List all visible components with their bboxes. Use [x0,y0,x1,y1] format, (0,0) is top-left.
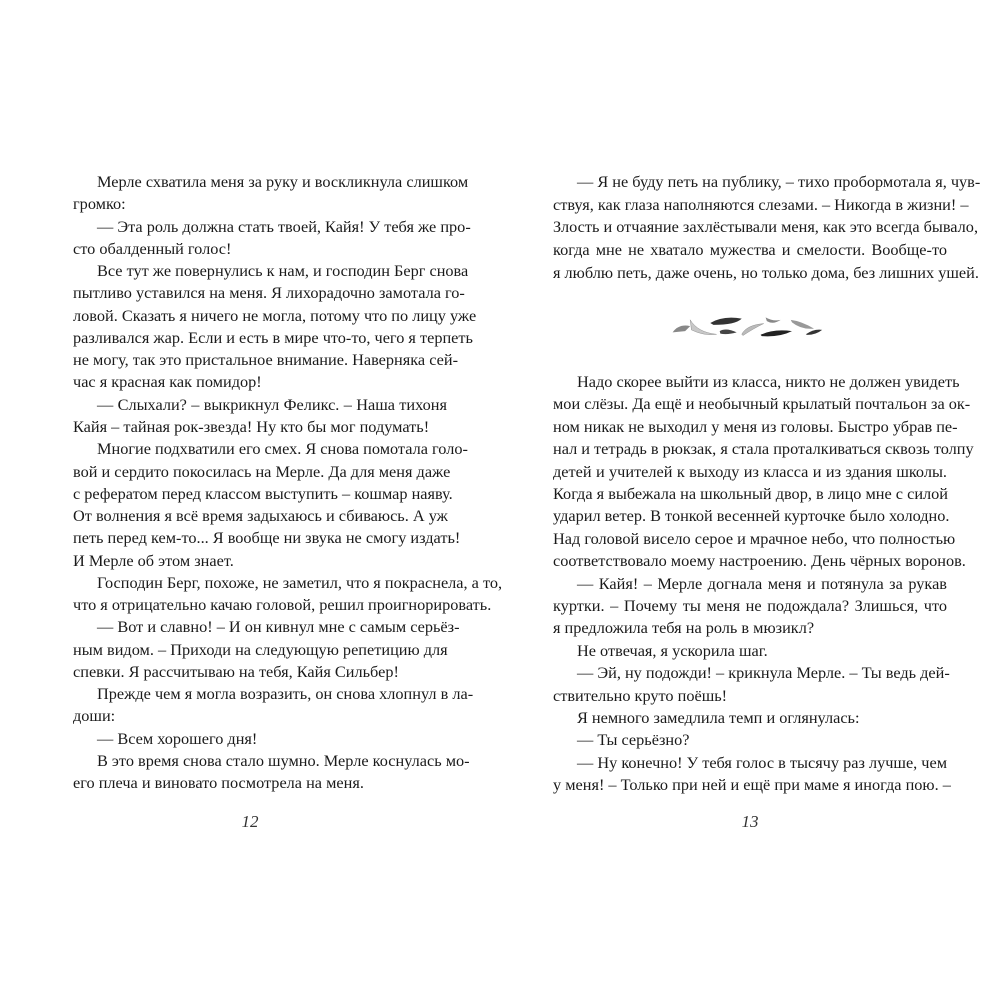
text-line: час я красная как помидор! [73,372,262,392]
text-line: Мерле схватила меня за руку и воскликнула слишком [97,172,469,191]
text-line: Не отвечая, я ускорила шаг. [577,640,768,660]
text-line: Когда я выбежала на школьный двор, в лицо мне с силой [553,484,949,503]
text-line: Господин Берг, похоже, не заметил, что я покраснела, а то, [97,572,503,592]
text-line: когда мне не хватало мужества и смелости. Вообще-то [553,240,947,260]
text-line: От волнения я всё время задыхаюсь и сбиваюсь. А уж [73,506,448,526]
text-line: его плеча и виновато посмотрела на меня. [73,773,364,793]
text-line: разливался жар. Если и есть в мире что-то, чего я терпеть [73,327,473,347]
text-line: я люблю петь, даже очень, но только дома, без лишних ушей. [553,262,979,282]
text-line: — Ну конечно! У тебя голос в тысячу раз лучше, чем [577,752,948,772]
page-number-left: 12 [241,812,259,831]
text-line: сто обалденный голос! [73,238,232,258]
feathers-ornament-icon [628,306,868,350]
text-line: мои слёзы. Да ещё и необычный крылатый почтальон за ок- [553,394,971,414]
text-line: громко: [73,194,126,214]
text-line: — Эта роль должна стать твоей, Кайя! У тебя же про- [97,216,471,236]
text-line: детей и учителей к выходу из класса и из здания школы. [553,461,947,481]
text-line: петь перед кем-то... Я вообще ни звука не смогу издать! [73,528,461,548]
text-line: нал и тетрадь в рюкзак, я стала проталкиваться сквозь толпу [553,439,974,459]
text-line: куртки. – Почему ты меня не подождала? Злишься, что [553,596,947,615]
text-line: — Эй, ну подожди! – крикнула Мерле. – Ты ведь дей- [577,663,950,683]
text-line: — Кайя! – Мерле догнала меня и потянула за рукав [577,573,947,593]
text-line: ствительно круто поёшь! [553,685,728,705]
text-line: ударил ветер. В тонкой весенней курточке было холодно. [553,506,950,526]
text-line: — Всем хорошего дня! [97,728,258,748]
text-line: соответствовало моему настроению. День чёрных воронов. [553,551,966,571]
text-line: — Слыхали? – выкрикнул Феликс. – Наша тихоня [97,394,447,414]
text-line: И Мерле об этом знает. [73,550,234,570]
text-line: ствуя, как глаза наполняются слезами. – Никогда в жизни! – [553,194,969,214]
text-line: — Я не буду петь на публику, – тихо пробормотала я, чув- [577,172,981,191]
text-line: Злость и отчаяние захлёстывали меня, как это всегда бывало, [553,217,979,237]
text-line: ловой. Сказать я ничего не могла, потому что по лицу уже [73,305,477,325]
text-line: Прежде чем я могла возразить, он снова хлопнул в ла- [97,684,474,704]
text-line: вой и сердито покосилась на Мерле. Да для меня даже [73,461,451,481]
text-line: Многие подхватили его смех. Я снова помотала голо- [97,439,468,459]
text-line: Надо скорее выйти из класса, никто не должен увидеть [577,372,960,391]
text-line: ном никак не выходил у меня из головы. Быстро убрав пе- [553,416,958,436]
text-line: ным видом. – Приходи на следующую репетицию для [73,639,448,659]
text-line: Над головой висело серое и мрачное небо, что полностью [553,528,956,548]
text-line: не могу, так это пристальное внимание. Наверняка сей- [73,350,458,370]
text-line: я предложила тебя на роль в мюзикл? [553,618,815,638]
text-line: Кайя – тайная рок-звезда! Ну кто бы мог подумать! [73,416,430,436]
text-line: — Вот и славно! – И он кивнул мне с самым серьёз- [97,617,460,637]
text-line: у меня! – Только при ней и ещё при маме я иногда пою. – [553,775,951,795]
text-line: Все тут же повернулись к нам, и господин Берг снова [97,261,469,281]
text-line: пытливо уставился на меня. Я лихорадочно замотала го- [73,283,465,303]
text-line: В это время снова стало шумно. Мерле коснулась мо- [97,751,470,771]
text-line: что я отрицательно качаю головой, решил проигнорировать. [73,595,492,615]
page-number-right: 13 [741,812,759,831]
text-line: — Ты серьёзно? [577,730,690,750]
text-line: доши: [73,706,116,726]
text-line: Я немного замедлила темп и оглянулась: [577,708,860,727]
text-line: с рефератом перед классом выступить – кошмар наяву. [73,483,453,503]
text-line: спевки. Я рассчитываю на тебя, Кайя Сильбер! [73,661,399,681]
